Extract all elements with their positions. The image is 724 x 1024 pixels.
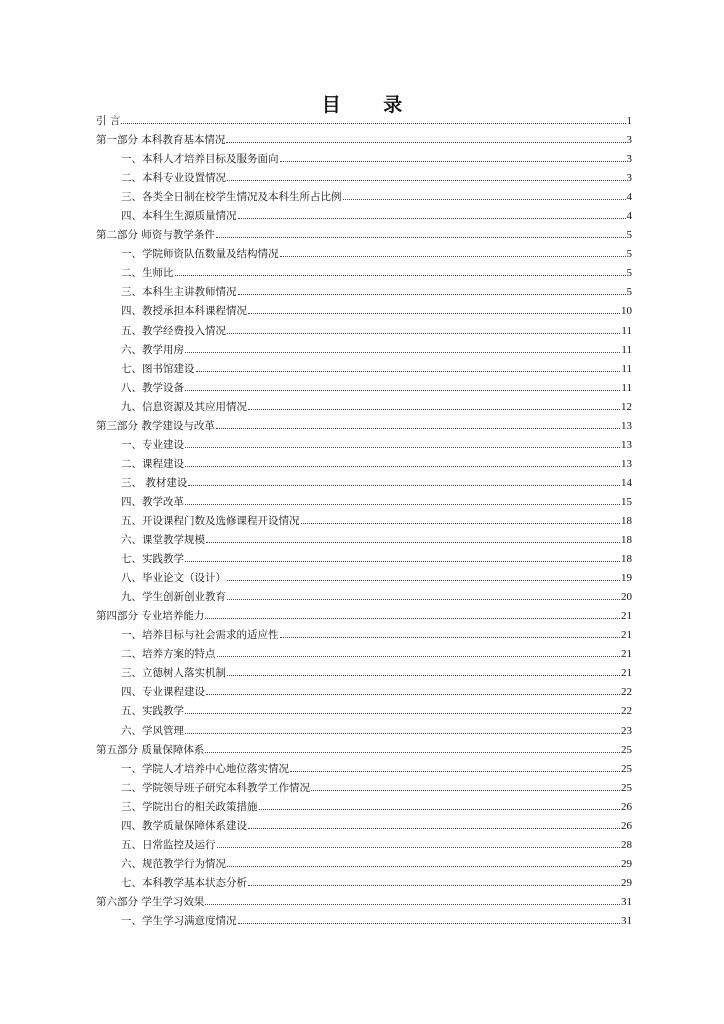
toc-subsection-entry[interactable] (96, 150, 632, 169)
dot-leader (259, 808, 621, 810)
toc-page-number: 29 (621, 857, 632, 870)
dot-leader (217, 846, 621, 848)
dot-leader (238, 217, 626, 219)
toc-page-number: 25 (621, 743, 632, 756)
toc-entry-label: 四、专业课程建设 (121, 686, 205, 699)
toc-page-number: 3 (626, 172, 632, 185)
toc-entry-label: 四、教学改革 (121, 495, 184, 508)
toc-entry-label: 第一部分 本科教育基本情况 (96, 134, 226, 147)
dot-leader (301, 522, 621, 524)
dot-leader (196, 370, 621, 372)
toc-page-number: 15 (621, 495, 632, 508)
dot-leader (185, 503, 620, 505)
toc-section-entry[interactable] (96, 226, 632, 245)
toc-entry-label: 二、学院领导班子研究本科教学工作情况 (121, 781, 310, 794)
toc-page-number: 5 (626, 248, 632, 261)
toc-entry-label: 第三部分 教学建设与改革 (96, 419, 215, 432)
toc-entry-label: 四、本科生生源质量情况 (121, 210, 237, 223)
toc-entry-label: 二、培养方案的特点 (121, 648, 216, 661)
toc-page-number: 31 (621, 895, 632, 908)
dot-leader (185, 389, 620, 391)
dot-leader (185, 465, 620, 467)
toc-entry-label: 七、实践教学 (121, 553, 184, 566)
dot-leader (185, 712, 620, 714)
dot-leader (206, 693, 620, 695)
toc-subsection-entry[interactable] (96, 207, 632, 226)
dot-leader (227, 865, 620, 867)
toc-entry-label: 三、立德树人落实机制 (121, 667, 226, 680)
toc-subsection-entry[interactable] (96, 322, 632, 341)
toc-entry-label: 九、学生创新创业教育 (121, 591, 226, 604)
toc-entry-label: 第六部分 学生学习效果 (96, 895, 205, 908)
toc-subsection-entry[interactable] (96, 550, 632, 569)
dot-leader (226, 141, 625, 143)
dot-leader (280, 255, 626, 257)
toc-page-number: 13 (621, 419, 632, 432)
toc-subsection-entry[interactable] (96, 188, 632, 207)
toc-page-number: 5 (626, 267, 632, 280)
dot-leader (205, 751, 620, 753)
toc-page-number: 11 (621, 343, 632, 356)
toc-subsection-entry[interactable] (96, 360, 632, 379)
toc-page-number: 20 (621, 591, 632, 604)
toc-subsection-entry[interactable] (96, 283, 632, 302)
toc-entry-label: 三、 教材建设 (121, 476, 188, 489)
toc-subsection-entry[interactable] (96, 302, 632, 321)
dot-leader (227, 179, 626, 181)
toc-entry-label: 六、教学用房 (121, 343, 184, 356)
toc-subsection-entry[interactable] (96, 169, 632, 188)
dot-leader (248, 408, 620, 410)
toc-subsection-entry[interactable] (96, 645, 632, 664)
toc-entry-label: 三、学院出台的相关政策措施 (121, 800, 258, 813)
toc-subsection-entry[interactable] (96, 455, 632, 474)
toc-page-number: 25 (621, 762, 632, 775)
toc-page-number: 26 (621, 819, 632, 832)
toc-subsection-entry[interactable] (96, 664, 632, 683)
toc-entry-label: 七、图书馆建设 (121, 362, 195, 375)
dot-leader (206, 541, 620, 543)
dot-leader (185, 560, 620, 562)
toc-subsection-entry[interactable] (96, 836, 632, 855)
toc-page-number: 21 (621, 648, 632, 661)
toc-subsection-entry[interactable] (96, 683, 632, 702)
toc-entry-label: 六、课堂教学规模 (121, 534, 205, 547)
toc-entry-label: 八、毕业论文（设计） (121, 572, 226, 585)
toc-subsection-entry[interactable] (96, 264, 632, 283)
dot-leader (248, 827, 620, 829)
dot-leader (216, 236, 626, 238)
dot-leader (280, 636, 621, 638)
toc-page-number: 13 (621, 438, 632, 451)
toc-subsection-entry[interactable] (96, 398, 632, 417)
toc-entry-label: 五、教学经费投入情况 (121, 324, 226, 337)
toc-entry-label: 二、课程建设 (121, 457, 184, 470)
toc-page-number: 5 (626, 286, 632, 299)
toc-page-number: 14 (621, 476, 632, 489)
toc-subsection-entry[interactable] (96, 874, 632, 893)
toc-subsection-entry[interactable] (96, 379, 632, 398)
dot-leader (217, 655, 621, 657)
toc-page-number: 22 (621, 705, 632, 718)
toc-page-number: 12 (621, 400, 632, 413)
toc-entry-label: 八、教学设备 (121, 381, 184, 394)
toc-subsection-entry[interactable] (96, 474, 632, 493)
dot-leader (185, 351, 620, 353)
toc-subsection-entry[interactable] (96, 760, 632, 779)
toc-page-number: 3 (626, 153, 632, 166)
toc-subsection-entry[interactable] (96, 341, 632, 360)
dot-leader (205, 617, 620, 619)
toc-section-entry[interactable] (96, 741, 632, 760)
toc-subsection-entry[interactable] (96, 245, 632, 264)
toc-entry-label: 五、实践教学 (121, 705, 184, 718)
dot-leader (188, 484, 620, 486)
toc-subsection-entry[interactable] (96, 588, 632, 607)
dot-leader (185, 732, 620, 734)
toc-entry-label: 三、各类全日制在校学生情况及本科生所占比例 (121, 191, 342, 204)
page-title: 目 录 (321, 94, 421, 116)
toc-page-number: 11 (621, 362, 632, 375)
toc-entry-label: 二、生师比 (121, 267, 174, 280)
dot-leader (238, 922, 621, 924)
toc-entry-label: 九、信息资源及其应用情况 (121, 400, 247, 413)
toc-entry-label: 一、专业建设 (121, 438, 184, 451)
toc-subsection-entry[interactable] (96, 779, 632, 798)
dot-leader (280, 160, 626, 162)
toc-page-number: 3 (626, 134, 632, 147)
toc-page-number: 21 (621, 667, 632, 680)
dot-leader (343, 198, 626, 200)
toc-page-number: 29 (621, 876, 632, 889)
toc-entry-label: 七、本科教学基本状态分析 (121, 876, 247, 889)
toc-page-number: 21 (621, 610, 632, 623)
toc-page-number: 11 (621, 324, 632, 337)
toc-entry-label: 一、学院人才培养中心地位落实情况 (121, 762, 289, 775)
dot-leader (185, 446, 620, 448)
toc-subsection-entry[interactable] (96, 702, 632, 721)
toc-page-number: 5 (626, 229, 632, 242)
toc-page-number: 4 (626, 210, 632, 223)
toc-subsection-entry[interactable] (96, 722, 632, 741)
toc-entry-label: 一、学生学习满意度情况 (121, 914, 237, 927)
toc-page-number: 4 (626, 191, 632, 204)
toc-section-entry[interactable] (96, 417, 632, 436)
table-of-contents (96, 112, 632, 931)
toc-page-number: 18 (621, 534, 632, 547)
toc-entry-label: 四、教学质量保障体系建设 (121, 819, 247, 832)
toc-subsection-entry[interactable] (96, 626, 632, 645)
toc-subsection-entry[interactable] (96, 912, 632, 931)
toc-subsection-entry[interactable] (96, 512, 632, 531)
toc-page-number: 1 (626, 115, 632, 127)
toc-entry-label: 四、教授承担本科课程情况 (121, 305, 247, 318)
toc-entry-label: 五、日常监控及运行 (121, 838, 216, 851)
toc-section-entry[interactable] (96, 893, 632, 912)
toc-entry-label: 六、学风管理 (121, 724, 184, 737)
toc-page-number: 10 (621, 305, 632, 318)
toc-subsection-entry[interactable] (96, 531, 632, 550)
toc-entry-label: 第四部分 专业培养能力 (96, 610, 205, 623)
toc-entry-label: 一、学院师资队伍数量及结构情况 (121, 248, 279, 261)
toc-entry-label: 六、规范教学行为情况 (121, 857, 226, 870)
toc-page-number: 18 (621, 514, 632, 527)
toc-section-entry[interactable] (96, 112, 632, 131)
toc-entry-label: 二、本科专业设置情况 (121, 172, 226, 185)
toc-entry-label: 一、本科人才培养目标及服务面向 (121, 153, 279, 166)
toc-page-number: 23 (621, 724, 632, 737)
toc-page-number: 28 (621, 838, 632, 851)
toc-page-number: 26 (621, 800, 632, 813)
toc-entry-label: 三、本科生主讲教师情况 (121, 286, 237, 299)
dot-leader (227, 332, 620, 334)
dot-leader (227, 674, 620, 676)
dot-leader (290, 770, 620, 772)
toc-entry-label: 一、培养目标与社会需求的适应性 (121, 629, 279, 642)
toc-section-entry[interactable] (96, 607, 632, 626)
dot-leader (248, 884, 620, 886)
toc-subsection-entry[interactable] (96, 436, 632, 455)
toc-subsection-entry[interactable] (96, 817, 632, 836)
toc-page-number: 25 (621, 781, 632, 794)
toc-page-number: 31 (621, 914, 632, 927)
toc-subsection-entry[interactable] (96, 569, 632, 588)
toc-entry-label: 引 言 (96, 115, 121, 127)
toc-page-number: 22 (621, 686, 632, 699)
toc-entry-label: 五、开设课程门数及选修课程开设情况 (121, 514, 300, 527)
dot-leader (227, 598, 620, 600)
dot-leader (175, 274, 626, 276)
toc-entry-label: 第五部分 质量保障体系 (96, 743, 205, 756)
toc-subsection-entry[interactable] (96, 798, 632, 817)
toc-page-number: 11 (621, 381, 632, 394)
dot-leader (248, 312, 620, 314)
toc-entry-label: 第二部分 师资与教学条件 (96, 229, 215, 242)
toc-page-number: 19 (621, 572, 632, 585)
dot-leader (227, 579, 620, 581)
toc-subsection-entry[interactable] (96, 855, 632, 874)
toc-page-number: 13 (621, 457, 632, 470)
dot-leader (205, 903, 620, 905)
dot-leader (121, 122, 625, 124)
dot-leader (311, 789, 620, 791)
dot-leader (238, 293, 626, 295)
toc-subsection-entry[interactable] (96, 493, 632, 512)
toc-page-number: 18 (621, 553, 632, 566)
dot-leader (216, 427, 620, 429)
toc-section-entry[interactable] (96, 131, 632, 150)
toc-page-number: 21 (621, 629, 632, 642)
